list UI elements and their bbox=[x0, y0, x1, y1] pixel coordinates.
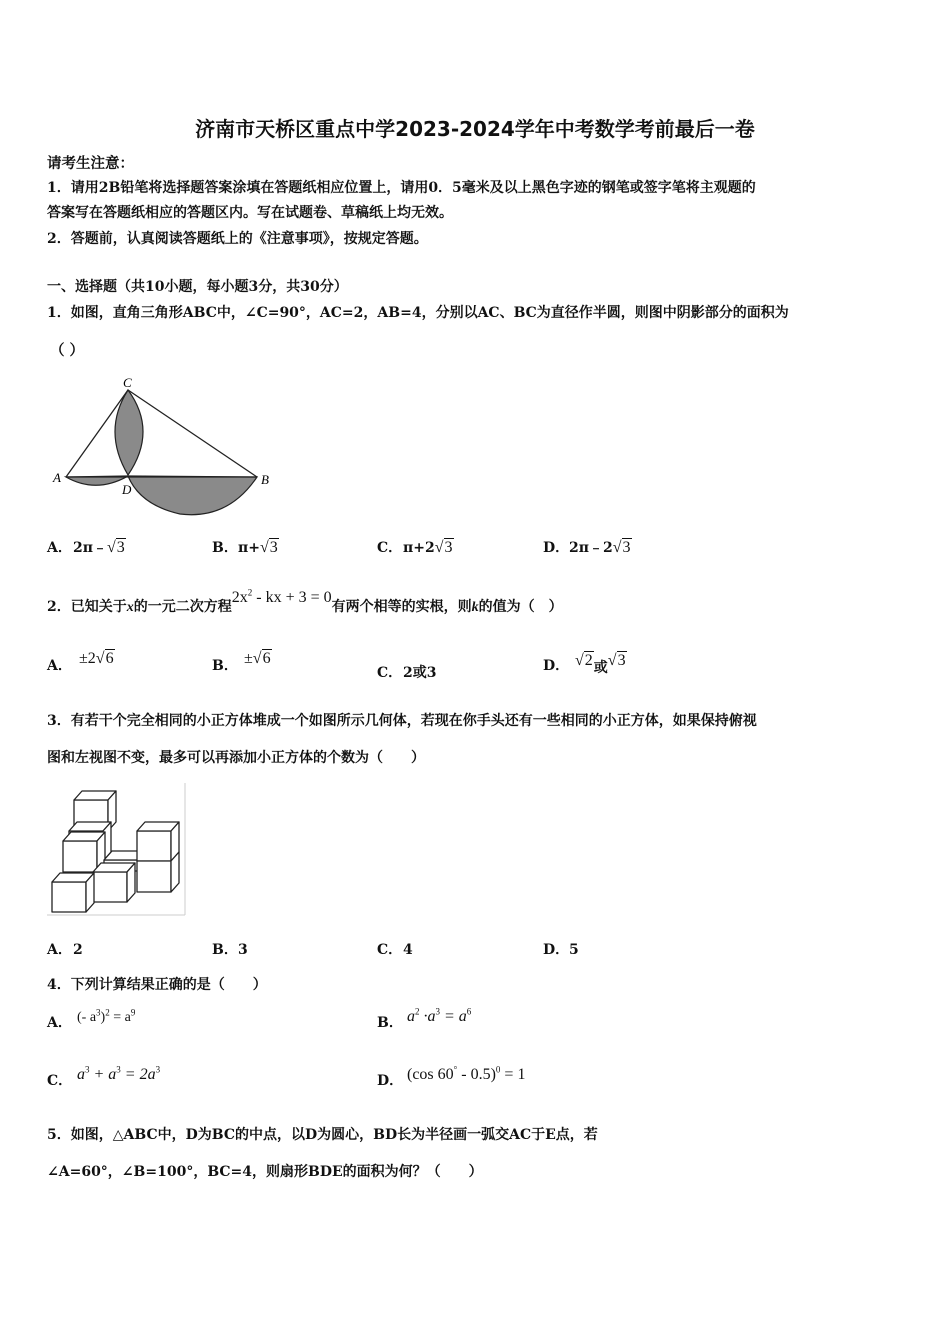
option-label: C． bbox=[377, 942, 403, 958]
q2-var-x: x bbox=[126, 600, 134, 615]
option-label: C． bbox=[47, 1073, 73, 1089]
q3-option-d[interactable] bbox=[543, 939, 579, 959]
option-text: π+2 bbox=[403, 540, 435, 556]
math-sup: 6 bbox=[466, 1006, 472, 1017]
sqrt-expression: √2 bbox=[575, 652, 593, 669]
math-part: a bbox=[77, 1066, 85, 1083]
radicand: 2 bbox=[584, 652, 593, 669]
radicand: 3 bbox=[617, 652, 626, 669]
math-sup: 0 bbox=[495, 1064, 501, 1075]
q1-stem-line2: （ ） bbox=[50, 342, 85, 359]
math-part: a bbox=[407, 1008, 415, 1025]
q3-stem-line2: 图和左视图不变，最多可以再添加小正方体的个数为（ ） bbox=[47, 750, 425, 766]
q2-stem-post: 有两个相等的实根，则 bbox=[331, 599, 472, 615]
q1-label-d: D bbox=[122, 482, 132, 497]
cube-right-top bbox=[137, 822, 179, 861]
q4-option-c[interactable] bbox=[47, 1064, 161, 1090]
option-text: 2或3 bbox=[403, 665, 437, 681]
math-part: ) bbox=[100, 1010, 106, 1025]
option-math bbox=[77, 1007, 136, 1025]
option-label: B． bbox=[377, 1015, 403, 1031]
radicand: 3 bbox=[116, 539, 125, 556]
sqrt-expression: √3 bbox=[612, 539, 631, 556]
math-sup: 2 bbox=[105, 1007, 110, 1018]
q2-stem-end: 的值为（ ） bbox=[478, 599, 563, 615]
q1-label-c: C bbox=[123, 375, 132, 390]
option-text: 2π﹣2 bbox=[569, 540, 613, 556]
q4-option-d[interactable] bbox=[377, 1064, 526, 1090]
option-label: A． bbox=[47, 658, 72, 674]
option-text: 2 bbox=[73, 942, 83, 958]
math-part: + a bbox=[89, 1066, 117, 1083]
option-label: A． bbox=[47, 540, 72, 556]
option-label: A． bbox=[47, 1015, 72, 1031]
q2-var-k: k bbox=[471, 600, 479, 615]
math-sup: 2 bbox=[415, 1006, 420, 1017]
option-math bbox=[407, 1008, 471, 1025]
option-math bbox=[407, 1066, 525, 1083]
q1-label-b: B bbox=[261, 472, 269, 487]
q5-stem-line2: ∠A=60°，∠B=100°，BC=4，则扇形BDE的面积为何？（ ） bbox=[47, 1164, 483, 1180]
math-part: ·a bbox=[419, 1008, 436, 1025]
radicand: 6 bbox=[105, 650, 114, 667]
radicand: 3 bbox=[269, 539, 278, 556]
q4-option-b[interactable] bbox=[377, 1006, 472, 1032]
math-sup: 9 bbox=[130, 1007, 136, 1018]
q3-stem-line1: 3．有若干个完全相同的小正方体堆成一个如图所示几何体，若现在你手头还有一些相同的小正方体，如果保持俯视 bbox=[47, 713, 757, 729]
option-label: C． bbox=[377, 540, 403, 556]
page-title: 济南市天桥区重点中学2023-2024学年中考数学考前最后一卷 bbox=[195, 117, 755, 141]
option-label: D． bbox=[543, 540, 570, 556]
option-text: 3 bbox=[238, 942, 248, 958]
sqrt-expression: √6 bbox=[252, 650, 271, 667]
sqrt-expression: √3 bbox=[259, 539, 278, 556]
math-part: = 2a bbox=[120, 1066, 156, 1083]
q5-stem-line1: 5．如图，△ABC中，D为BC的中点，以D为圆心，BD长为半径画一弧交AC于E点，若 bbox=[47, 1127, 598, 1143]
math-part: (cos 60 bbox=[407, 1066, 454, 1083]
option-text: 2π﹣ bbox=[73, 540, 107, 556]
math-sup: 3 bbox=[116, 1064, 121, 1075]
notice-line-1b: 答案写在答题纸相应的答题区内。写在试题卷、草稿纸上均无效。 bbox=[47, 205, 453, 221]
section-heading: 一、选择题（共10小题，每小题3分，共30分） bbox=[47, 279, 348, 295]
math-prefix: ±2 bbox=[79, 650, 96, 667]
math-prefix: ± bbox=[244, 650, 253, 667]
q3-option-a[interactable] bbox=[47, 939, 83, 959]
option-label: D． bbox=[543, 942, 570, 958]
option-label: B． bbox=[212, 942, 238, 958]
radicand: 3 bbox=[622, 539, 631, 556]
math-part: = a bbox=[440, 1008, 467, 1025]
sqrt-expression: √3 bbox=[607, 652, 626, 669]
sqrt-expression: √3 bbox=[434, 539, 453, 556]
sqrt-expression: √6 bbox=[95, 650, 114, 667]
q4-option-a[interactable] bbox=[47, 1007, 136, 1032]
option-label: A． bbox=[47, 942, 72, 958]
notice-line-1a: 1．请用2B铅笔将选择题答案涂填在答题纸相应位置上，请用0．5毫米及以上黑色字迹的钢笔或签字笔将主观题的 bbox=[47, 180, 756, 196]
option-label: D． bbox=[543, 658, 570, 674]
sqrt-expression: √3 bbox=[107, 539, 125, 556]
eq-part: - kx + 3 = 0 bbox=[252, 589, 332, 606]
option-text: π+ bbox=[238, 540, 260, 556]
q2-stem-mid: 的一元二次方程 bbox=[133, 599, 232, 615]
option-math bbox=[77, 1066, 160, 1083]
option-label: D． bbox=[377, 1073, 404, 1089]
option-text: 5 bbox=[569, 942, 579, 958]
notice-line-2: 2．答题前，认真阅读答题纸上的《注意事项》，按规定答题。 bbox=[47, 231, 428, 247]
radicand: 3 bbox=[444, 539, 453, 556]
math-sup: 3 bbox=[435, 1006, 440, 1017]
q3-option-c[interactable] bbox=[377, 939, 413, 959]
notice-heading: 请考生注意： bbox=[47, 155, 134, 172]
cube-mid-bottom bbox=[93, 863, 135, 902]
math-part: = a bbox=[109, 1010, 131, 1025]
math-part: = 1 bbox=[500, 1066, 526, 1083]
option-label: B． bbox=[212, 540, 238, 556]
option-connector: 或 bbox=[593, 660, 608, 676]
math-sup: ° bbox=[453, 1064, 458, 1075]
option-text: 4 bbox=[403, 942, 413, 958]
q4-stem: 4．下列计算结果正确的是（ ） bbox=[47, 977, 267, 993]
math-sup: 3 bbox=[96, 1007, 101, 1018]
math-sup: 3 bbox=[155, 1064, 161, 1075]
math-sup: 3 bbox=[85, 1064, 90, 1075]
math-part: (- a bbox=[77, 1010, 97, 1025]
q1-stem-line1: 1．如图，直角三角形ABC中，∠C=90°，AC=2，AB=4，分别以AC、BC为直径作半圆，则图中阴影部分的面积为 bbox=[47, 305, 789, 321]
cube-left-bottom bbox=[52, 873, 94, 912]
eq-exponent: 2 bbox=[247, 587, 253, 598]
option-label: B． bbox=[212, 658, 238, 674]
q3-option-b[interactable] bbox=[212, 939, 248, 959]
option-label: C． bbox=[377, 665, 403, 681]
q1-label-a: A bbox=[53, 470, 61, 485]
eq-part: 2x bbox=[231, 589, 248, 606]
math-part: - 0.5) bbox=[457, 1066, 496, 1083]
radicand: 6 bbox=[262, 650, 271, 667]
q2-stem-pre: 2．已知关于 bbox=[47, 599, 127, 615]
